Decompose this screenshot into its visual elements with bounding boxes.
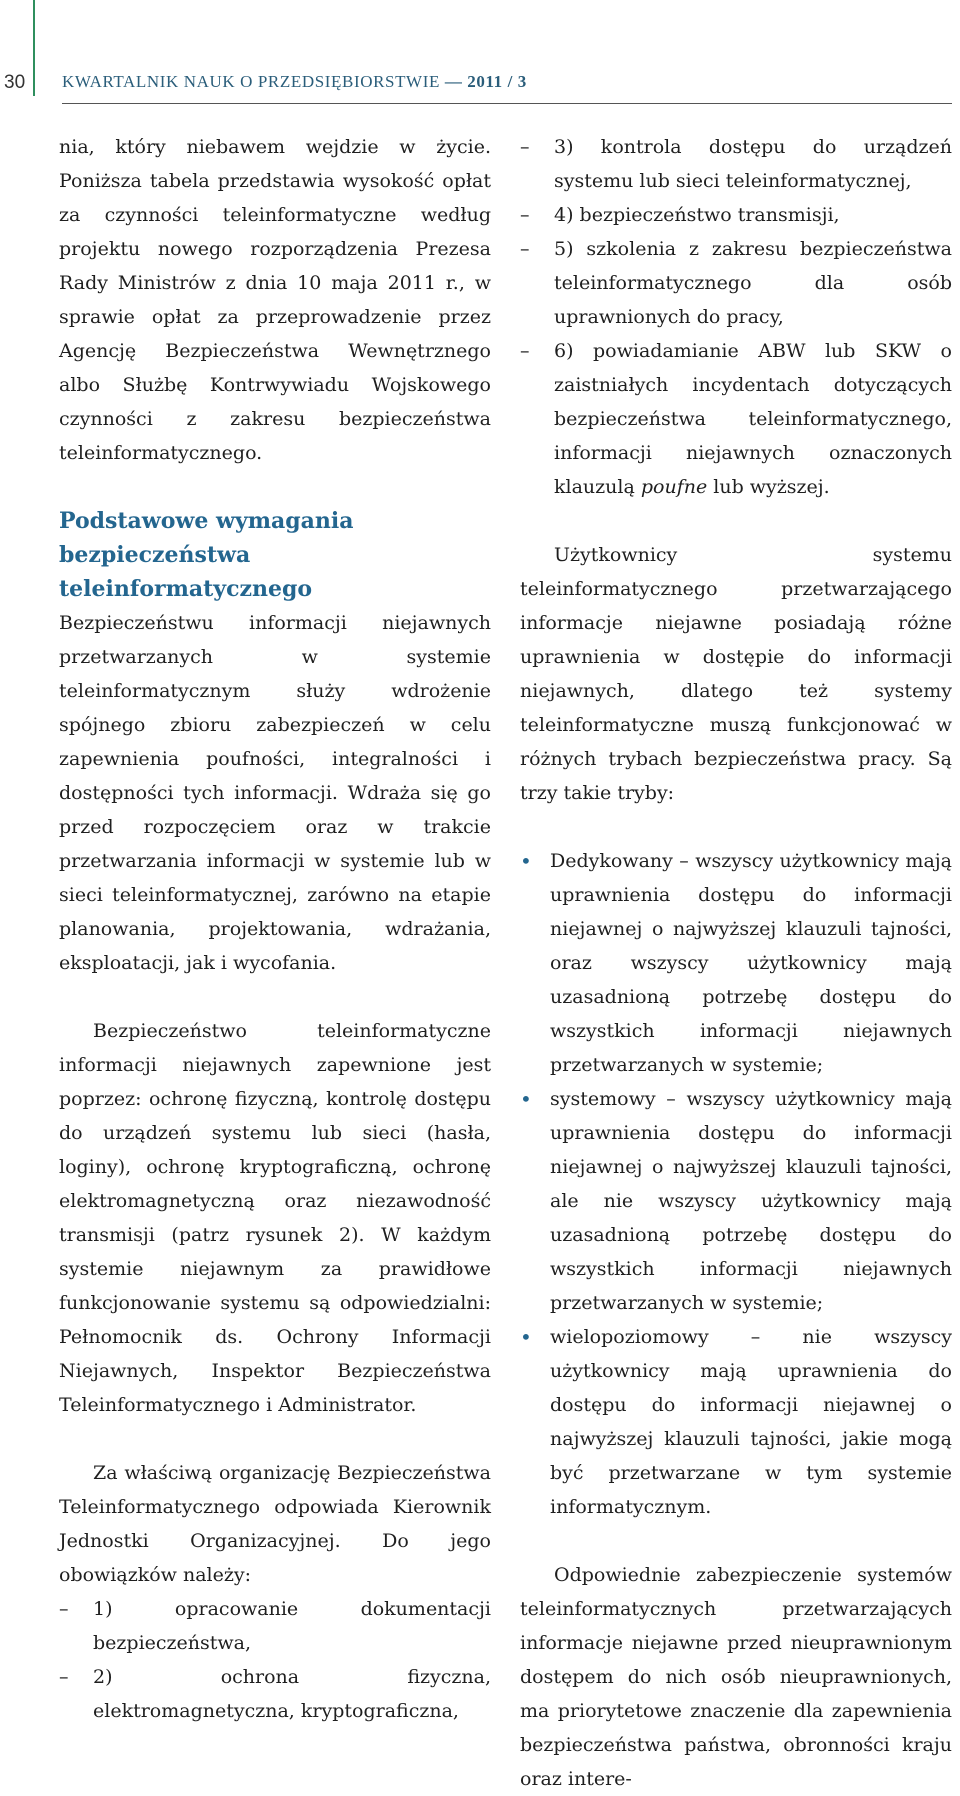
list-item: – 6) powiadamianie ABW lub SKW o zaistniałych incydentach dotyczących bezpieczeństwa teleinformatycznego, informacji niejawnych oznaczonych klauzulą poufne lub wyższej. (520, 334, 952, 504)
duties-list-right (520, 130, 952, 504)
right-column (520, 130, 952, 1796)
section-heading: Podstawowe wymagania bezpieczeństwa teleinformatycznego (59, 508, 354, 602)
header-rule (62, 103, 952, 104)
list-item: • systemowy – wszyscy użytkownicy mają uprawnienia dostępu do informacji niejawnej o najwyższej klauzuli tajności, ale nie wszyscy użytkownicy mają uzasadnioną potrzebę dostępu do wszystkich informacji niejawnych przetwarzanych w systemie; (520, 1082, 952, 1320)
list-item: – 2) ochrona fizyczna, elektromagnetyczna, kryptograficzna, (59, 1660, 491, 1728)
list-item: • Dedykowany – wszyscy użytkownicy mają uprawnienia dostępu do informacji niejawnej o najwyższej klauzuli tajności, oraz wszyscy użytkownicy mają uzasadnioną potrzebę dostępu do wszystkich informacji niejawnych przetwarzanych w systemie; (520, 844, 952, 1082)
list-item: – 1) opracowanie dokumentacji bezpieczeństwa, (59, 1592, 491, 1660)
paragraph-users: Użytkownicy systemu teleinformatycznego przetwarzającego informacje niejawne posiadają różne uprawnienia w dostępie do informacji niejawnych, dlatego też systemy teleinformatyczne muszą funkcjonować w różnych trybach bezpieczeństwa pracy. Są trzy takie tryby: (520, 544, 952, 804)
paragraph-intro: nia, który niebawem wejdzie w życie. Poniższa tabela przedstawia wysokość opłat za czynności teleinformatyczne według projektu nowego rozporządzenia Prezesa Rady Ministrów z dnia 10 maja 2011 r., w sprawie opłat za przeprowadzenie przez Agencję Bezpieczeństwa Wewnętrznego albo Służbę Kontrwywiadu Wojskowego czynności z zakresu bezpieczeństwa teleinformatycznego. (59, 136, 491, 464)
list-item: – 3) kontrola dostępu do urządzeń systemu lub sieci teleinformatycznej, (520, 130, 952, 198)
list-item: – 5) szkolenia z zakresu bezpieczeństwa teleinformatycznego dla osób uprawnionych do pracy, (520, 232, 952, 334)
duties-list-left (59, 1592, 491, 1728)
page-header (0, 60, 960, 104)
journal-issue: — 2011 / 3 (444, 72, 527, 91)
dash-marker: – (520, 340, 530, 362)
page-number: 30 (4, 72, 26, 93)
paragraph-protection-priority: Odpowiednie zabezpieczenie systemów teleinformatycznych przetwarzających informacje niejawne przed nieuprawnionym dostępem do nich osób nieuprawnionych, ma priorytetowe znaczenie dla zapewnienia bezpieczeństwa państwa, obronności kraju oraz intere- (520, 1564, 952, 1790)
modes-list (520, 844, 952, 1524)
dash-marker: – (520, 204, 530, 226)
italic-term: poufne (640, 476, 708, 498)
journal-name: KWARTALNIK NAUK O PRZEDSIĘBIORSTWIE (62, 72, 440, 91)
dash-marker: – (59, 1666, 69, 1688)
list-item: • wielopoziomowy – nie wszyscy użytkownicy mają uprawnienia do dostępu do informacji niejawnej o najwyższej klauzuli tajności, jakie mogą być przetwarzane w tym systemie informatycznym. (520, 1320, 952, 1524)
paragraph-protection: Bezpieczeństwo teleinformatyczne informacji niejawnych zapewnione jest poprzez: ochronę fizyczną, kontrolę dostępu do urządzeń systemu lub sieci (hasła, loginy), ochronę kryptograficzną, ochronę elektromagnetyczną oraz niezawodność transmisji (patrz rysunek 2). W każdym systemie niejawnym za prawidłowe funkcjonowanie systemu są odpowiedzialni: Pełnomocnik ds. Ochrony Informacji Niejawnych, Inspektor Bezpieczeństwa Teleinformatycznego i Administrator. (59, 1020, 491, 1416)
paragraph-organization: Za właściwą organizację Bezpieczeństwa Teleinformatycznego odpowiada Kierownik Jednostki Organizacyjnej. Do jego obowiązków należy: (59, 1462, 491, 1586)
paragraph-security-measures: Bezpieczeństwu informacji niejawnych przetwarzanych w systemie teleinformatycznym służy wdrożenie spójnego zbioru zabezpieczeń w celu zapewnienia poufności, integralności i dostępności tych informacji. Wdraża się go przed rozpoczęciem oraz w trakcie przetwarzania informacji w systemie lub w sieci teleinformatycznej, zarówno na etapie planowania, projektowania, wdrażania, eksploatacji, jak i wycofania. (59, 612, 491, 974)
bullet-marker: • (520, 1087, 532, 1111)
left-column (59, 130, 491, 1728)
list-item: – 4) bezpieczeństwo transmisji, (520, 198, 952, 232)
dash-marker: – (520, 136, 530, 158)
journal-title (62, 72, 527, 92)
dash-marker: – (520, 238, 530, 260)
bullet-marker: • (520, 1325, 532, 1349)
dash-marker: – (59, 1598, 69, 1620)
bullet-marker: • (520, 849, 532, 873)
